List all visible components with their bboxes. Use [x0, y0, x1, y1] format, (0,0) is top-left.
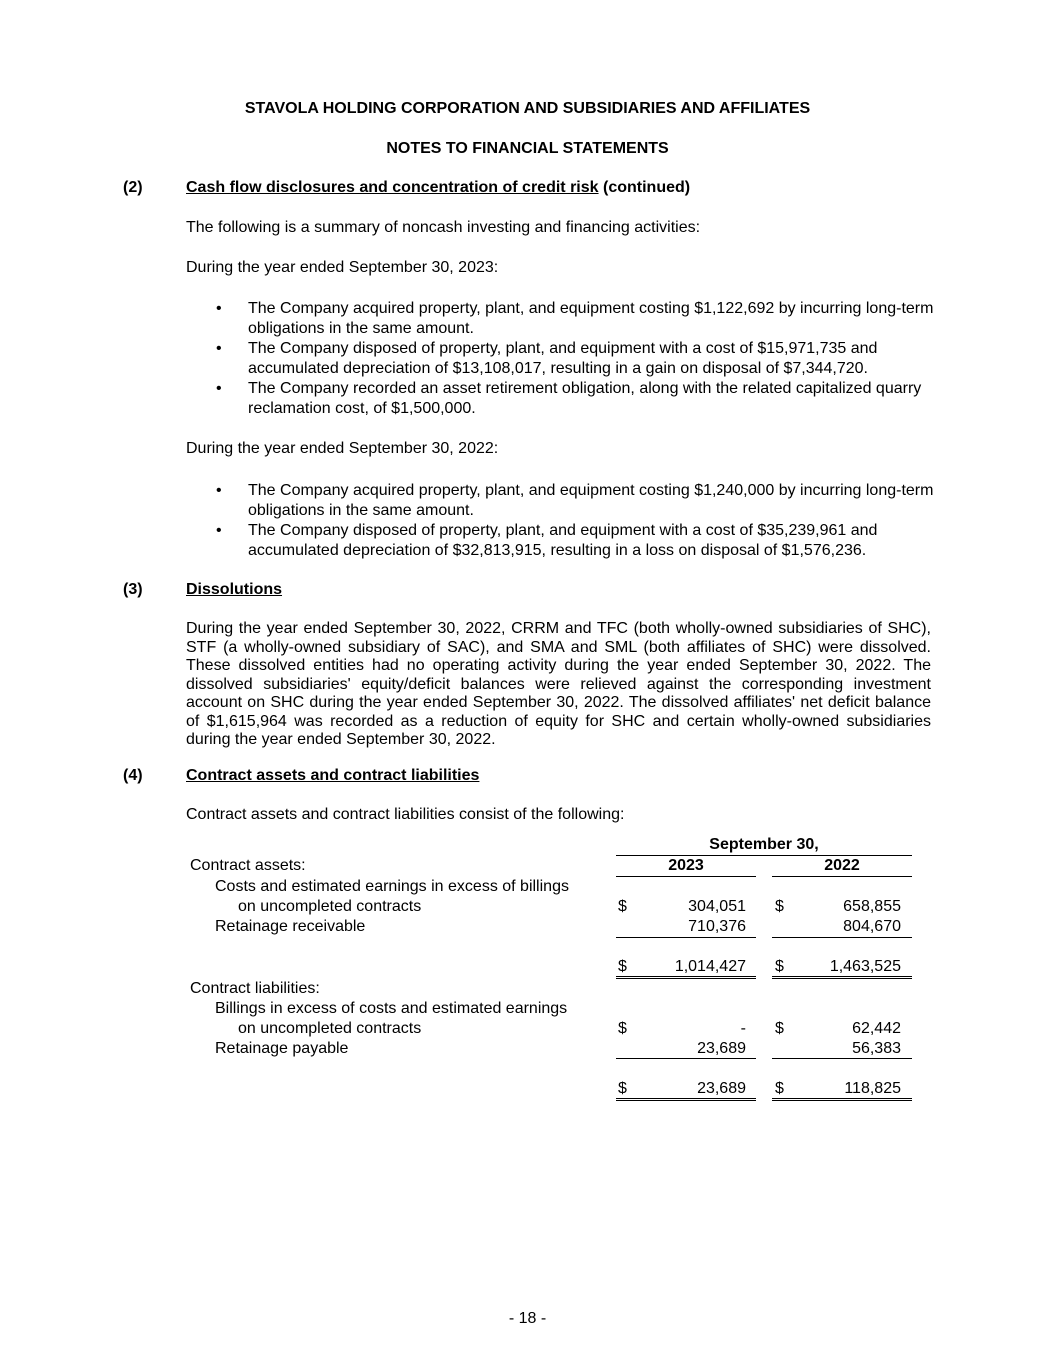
- liab-row1-currency-2022: $: [775, 1020, 784, 1037]
- bullet-2023-1: • The Company acquired property, plant, and equipment costing $1,122,692 by incurring long-term obligations in the same amount.: [216, 299, 936, 339]
- section-3-title: Dissolutions: [186, 581, 283, 598]
- assets-row2-2022: 804,670: [843, 918, 901, 935]
- liab-total-currency-2022: $: [775, 1080, 784, 1097]
- assets-total-currency-2023: $: [618, 958, 627, 975]
- section-2-suffix: (continued): [598, 179, 691, 196]
- liab-row2-label: Retainage payable: [215, 1040, 349, 1057]
- liab-row1-line2: on uncompleted contracts: [238, 1020, 422, 1037]
- year-2022-label: During the year ended September 30, 2022:: [186, 440, 499, 457]
- liab-row2-2023: 23,689: [697, 1040, 746, 1057]
- liab-row1-line1: Billings in excess of costs and estimated earnings: [215, 1000, 568, 1017]
- section-4-title: Contract assets and contract liabilities: [186, 767, 480, 784]
- section-2-title: Cash flow disclosures and concentration of credit risk: [186, 179, 599, 196]
- section-4-heading: [186, 767, 479, 785]
- bullets-2023: [216, 299, 936, 419]
- assets-row1-2023: 304,051: [688, 898, 746, 915]
- assets-row1-2022: 658,855: [843, 898, 901, 915]
- assets-total-2023: 1,014,427: [674, 958, 746, 975]
- liab-total-2022: 118,825: [844, 1080, 901, 1097]
- section-2-number: (2): [123, 179, 143, 196]
- liab-total-currency-2023: $: [618, 1080, 627, 1097]
- bullet-2022-1: • The Company acquired property, plant, and equipment costing $1,240,000 by incurring long-term obligations in the same amount.: [216, 481, 936, 521]
- period-header: September 30,: [709, 836, 819, 853]
- year-2023-label: During the year ended September 30, 2023:: [186, 259, 499, 276]
- page-number: - 18 -: [508, 1310, 547, 1327]
- section-2-intro: The following is a summary of noncash investing and financing activities:: [186, 219, 701, 236]
- assets-row1-currency-2022: $: [775, 898, 784, 915]
- assets-row1-currency-2023: $: [618, 898, 627, 915]
- col-header-2022: 2022: [824, 857, 860, 874]
- liab-row1-2022: 62,442: [852, 1020, 901, 1037]
- section-4-number: (4): [123, 767, 143, 784]
- section-4-intro: Contract assets and contract liabilities consist of the following:: [186, 806, 625, 823]
- section-3-heading: [186, 581, 282, 599]
- liab-row2-2022: 56,383: [852, 1040, 901, 1057]
- bullet-2022-2: • The Company disposed of property, plant, and equipment with a cost of $35,239,961 and accumulated depreciation of $32,813,915, resulting in a loss on disposal of $1,576,236.: [216, 521, 936, 561]
- bullets-2022: [216, 481, 936, 561]
- col-header-2023: 2023: [668, 857, 704, 874]
- liab-row1-currency-2023: $: [618, 1020, 627, 1037]
- assets-row2-2023: 710,376: [688, 918, 746, 935]
- section-3-number: (3): [123, 581, 143, 598]
- bullet-2023-3: • The Company recorded an asset retirement obligation, along with the related capitalized quarry reclamation cost, of $1,500,000.: [216, 379, 936, 419]
- assets-total-currency-2022: $: [775, 958, 784, 975]
- company-title: STAVOLA HOLDING CORPORATION AND SUBSIDIARIES AND AFFILIATES: [244, 100, 811, 117]
- liab-row1-2023: -: [740, 1020, 746, 1037]
- assets-row2-label: Retainage receivable: [215, 918, 366, 935]
- contract-assets-label: Contract assets:: [190, 857, 306, 874]
- section-3-body: During the year ended September 30, 2022, CRRM and TFC (both wholly-owned subsidiaries of SHC), STF (a wholly-owned subsidiary of SAC), and SMA and SML (both affiliates of SHC) were dissolved. These dissolved entities had no operating activity during the year ended September 30, 2022. The dissolved subsidiaries' equity/deficit balances were relieved against the corresponding investment account on SHC during the year ended September 30, 2022. The dissolved affiliates' net deficit balance of $1,615,964 was recorded as a reduction of equity for SHC and certain wholly-owned subsidiaries during the year ended September 30, 2022.: [186, 620, 931, 748]
- assets-row1-line1: Costs and estimated earnings in excess of billings: [215, 878, 569, 895]
- section-2-heading: [186, 179, 690, 197]
- bullet-2023-2: • The Company disposed of property, plant, and equipment with a cost of $15,971,735 and accumulated depreciation of $13,108,017, resulting in a gain on disposal of $7,344,720.: [216, 339, 936, 379]
- contract-liabilities-label: Contract liabilities:: [190, 980, 320, 997]
- assets-row1-line2: on uncompleted contracts: [238, 898, 422, 915]
- page-subtitle: NOTES TO FINANCIAL STATEMENTS: [386, 140, 669, 157]
- assets-total-2022: 1,463,525: [829, 958, 901, 975]
- liab-total-2023: 23,689: [697, 1080, 746, 1097]
